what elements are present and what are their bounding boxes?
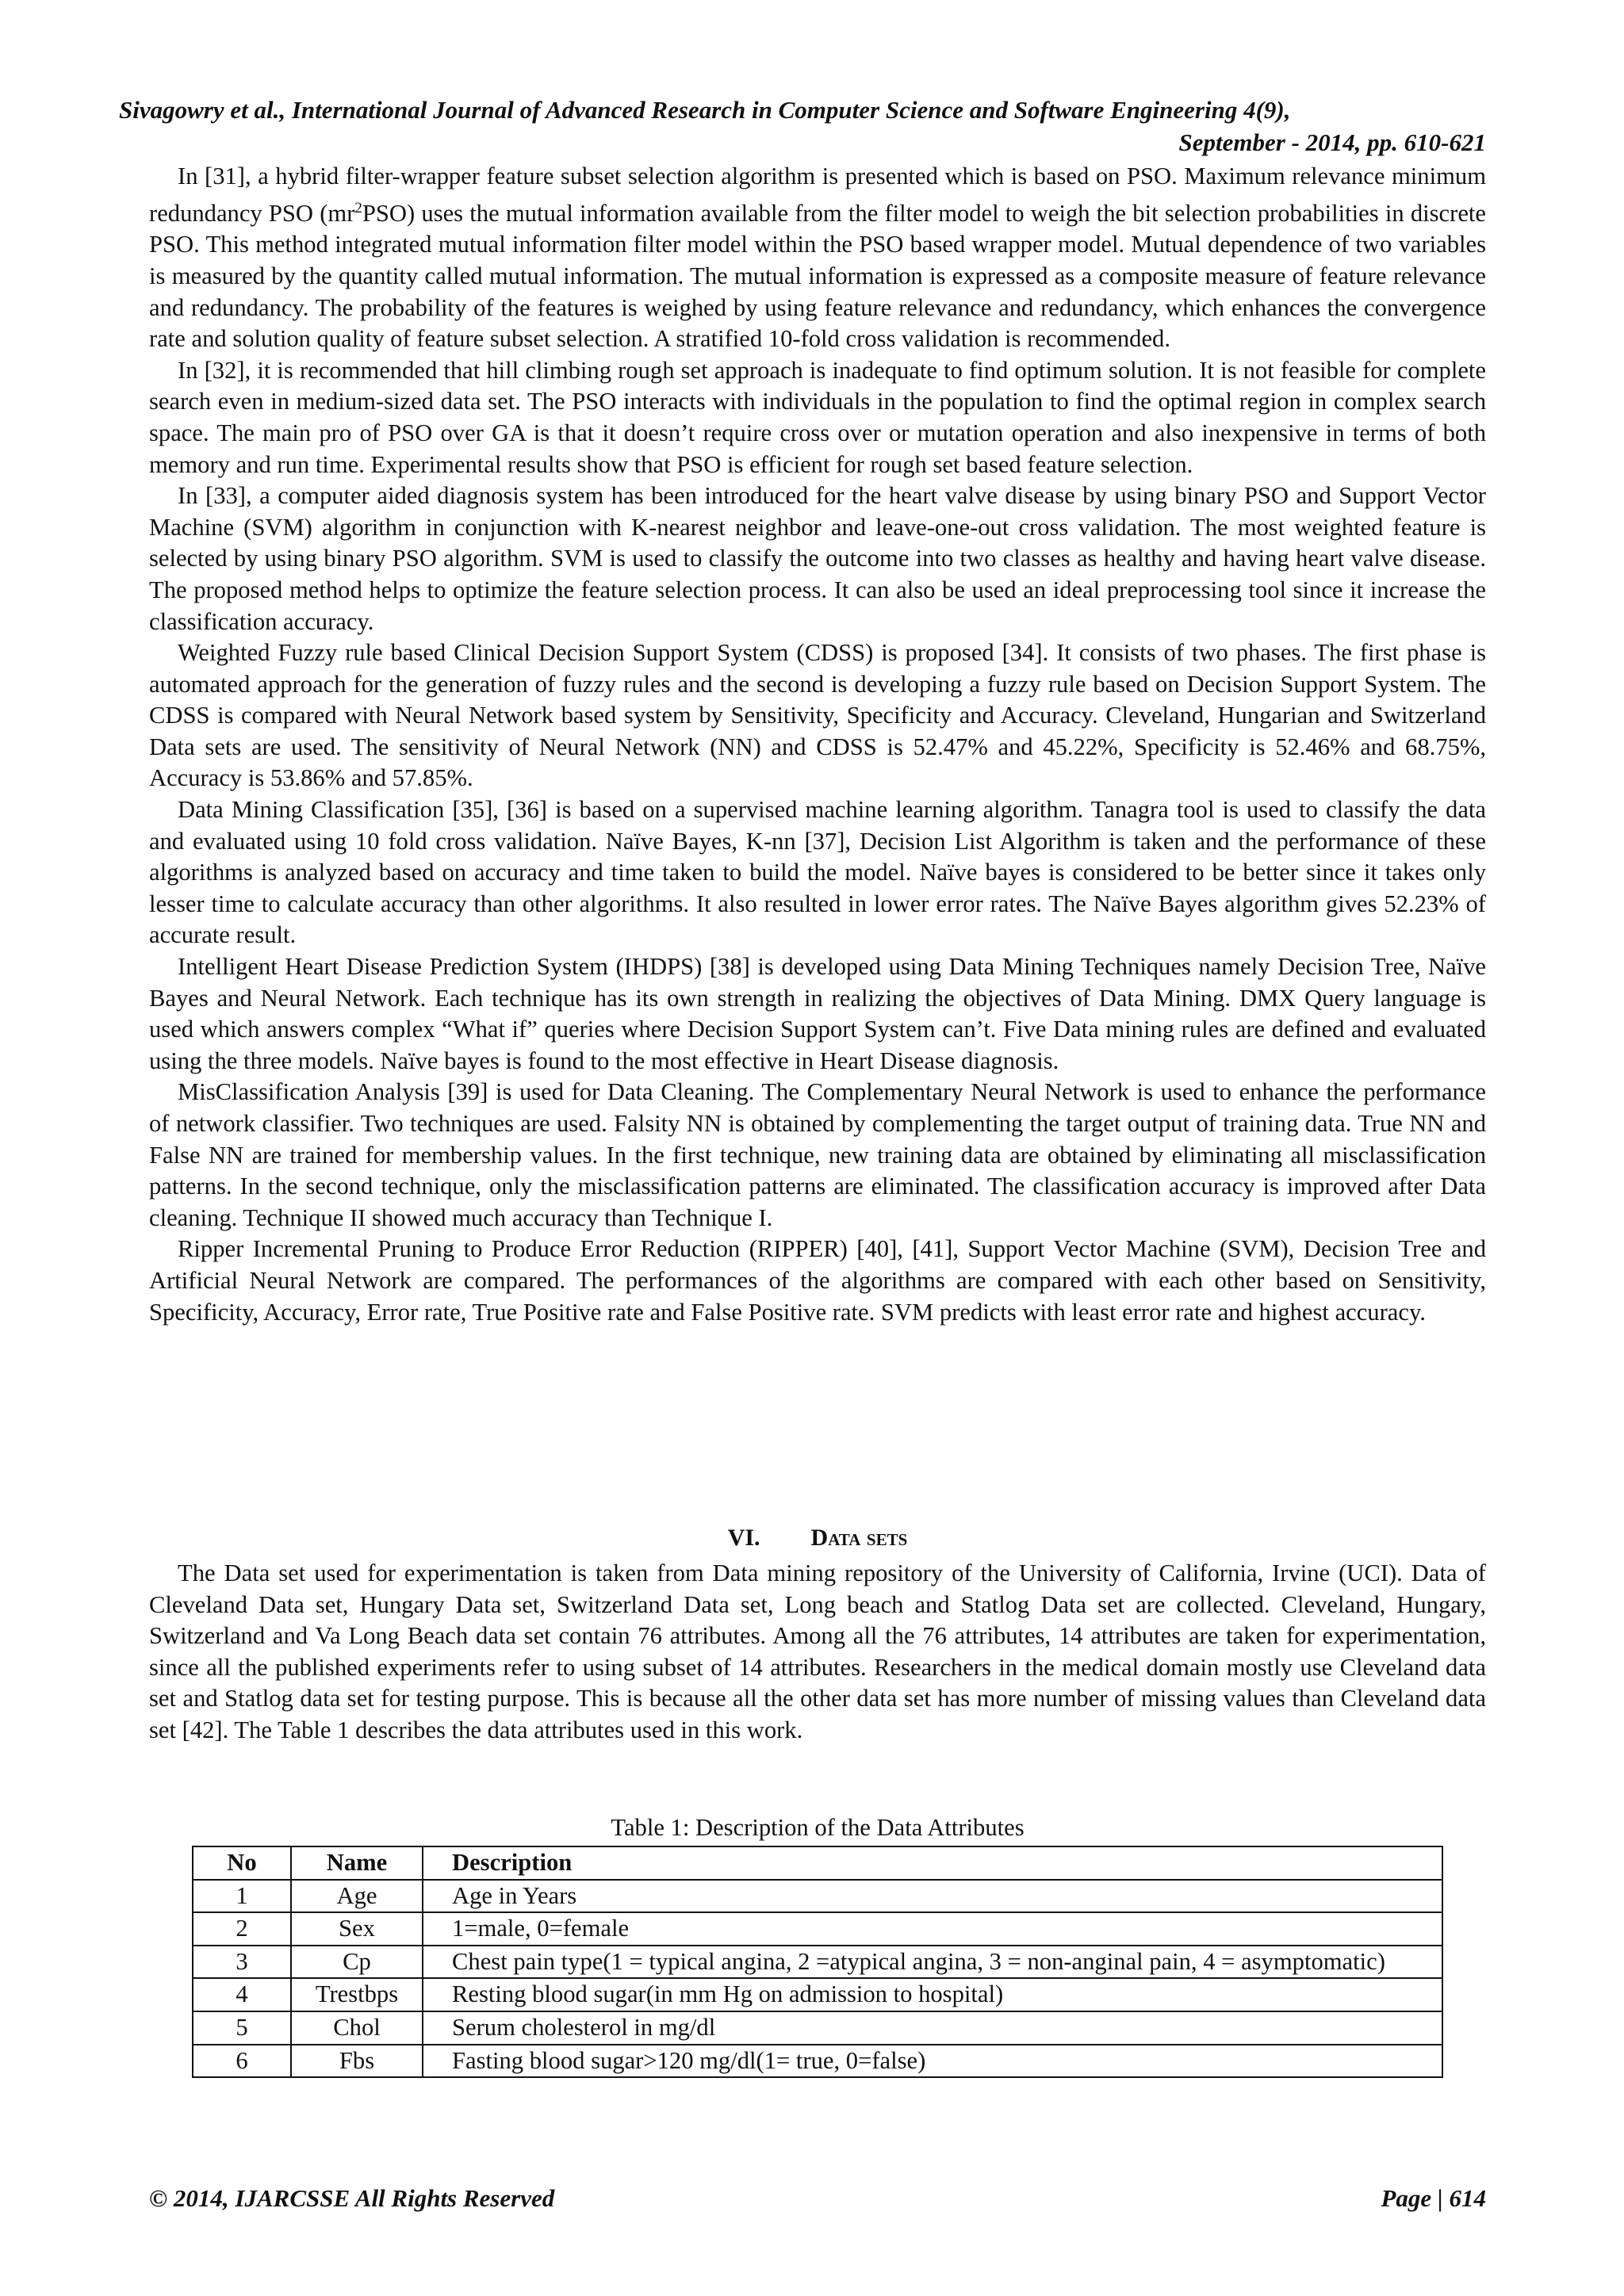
header-no: No (193, 1846, 291, 1880)
section-title: Data sets (810, 1525, 908, 1551)
page-number: Page | 614 (1381, 2184, 1486, 2212)
header-name: Name (291, 1846, 423, 1880)
table-row: 5 Chol Serum cholesterol in mg/dl (193, 2011, 1442, 2045)
table-row: 4 Trestbps Resting blood sugar(in mm Hg on admission to hospital) (193, 1978, 1442, 2011)
paragraph-40: Ripper Incremental Pruning to Produce Error Reduction (RIPPER) [40], [41], Support Vector Machine (SVM), Decision Tree and Artificial Neural Network are compared. The performances of the algorithms are compared with each other based on Sensitivity, Specificity, Accuracy, Error rate, True Positive rate and False Positive rate. SVM predicts with least error rate and highest accuracy. (149, 1235, 1486, 1326)
section-heading (149, 1522, 1486, 1554)
paragraph-38: Intelligent Heart Disease Prediction System (IHDPS) [38] is developed using Data Mining Techniques namely Decision Tree, Naïve Bayes and Neural Network. Each technique has its own strength in realizing the objectives of Data Mining. DMX Query language is used which answers complex “What if” queries where Decision Support System can’t. Five Data mining rules are defined and evaluated using the three models. Naïve bayes is found to the most effective in Heart Disease diagnosis. (149, 953, 1486, 1074)
table-row: 6 Fbs Fasting blood sugar>120 mg/dl(1= true, 0=false) (193, 2045, 1442, 2078)
paragraph-35: Data Mining Classification [35], [36] is based on a supervised machine learning algorithm. Tanagra tool is used to classify the data and evaluated using 10 fold cross validation. Naïve Bayes, K-nn [37], Decision List Algorithm is taken and the performance of these algorithms is analyzed based on accuracy and time taken to build the model. Naïve bayes is considered to be better since it takes only lesser time to calculate accuracy than other algorithms. It also resulted in lower error rates. The Naïve Bayes algorithm gives 52.23% of accurate result. (149, 796, 1486, 949)
paragraph-datasets: The Data set used for experimentation is taken from Data mining repository of the University of California, Irvine (UCI). Data of Cleveland Data set, Hungary Data set, Switzerland Data set, Long beach and Statlog Data set are collected. Cleveland, Hungary, Switzerland and Va Long Beach data set contain 76 attributes. Among all the 76 attributes, 14 attributes are taken for experimentation, since all the published experiments refer to using subset of 14 attributes. Researchers in the medical domain mostly use Cleveland data set and Statlog data set for testing purpose. This is because all the other data set has more number of missing values than Cleveland data set [42]. The Table 1 describes the data attributes used in this work. (149, 1559, 1486, 1743)
attributes-table (192, 1846, 1443, 2078)
table-row: 2 Sex 1=male, 0=female (193, 1912, 1442, 1946)
paragraph-31: In [31], a hybrid filter-wrapper feature subset selection algorithm is presented which is based on PSO. Maximum relevance minimum redundancy PSO $(mr^2PSO)$ uses the mutual information available from the filter model to weigh the bit selection probabilities in discrete PSO. This method integrated mutual information filter model within the PSO based wrapper model. Mutual dependence of two variables is measured by the quantity called mutual information. The mutual information is expressed as a composite measure of feature relevance and redundancy. The probability of the features is weighed by using feature relevance and redundancy, which enhances the convergence rate and solution quality of feature subset selection. A stratified 10-fold cross validation is recommended. (149, 163, 1486, 353)
table-header-row (193, 1846, 1442, 1880)
header-line-2: September - 2014, pp. 610-621 (1178, 128, 1486, 156)
header-description: Description (423, 1846, 1442, 1880)
paragraph-33: In [33], a computer aided diagnosis system has been introduced for the heart valve disease by using binary PSO and Support Vector Machine (SVM) algorithm in conjunction with K-nearest neighbor and leave-one-out cross validation. The most weighted feature is selected by using binary PSO algorithm. SVM is used to classify the outcome into two classes as healthy and having heart valve disease. The proposed method helps to optimize the feature selection process. It can also be used an ideal preprocessing tool since it increase the classification accuracy. (149, 482, 1486, 635)
paragraph-39: MisClassification Analysis [39] is used for Data Cleaning. The Complementary Neural Network is used to enhance the performance of network classifier. Two techniques are used. Falsity NN is obtained by complementing the target output of training data. True NN and False NN are trained for membership values. In the first technique, new training data are obtained by eliminating all misclassification patterns. In the second technique, only the misclassification patterns are eliminated. The classification accuracy is improved after Data cleaning. Technique II showed much accuracy than Technique I. (149, 1078, 1486, 1231)
running-header (119, 94, 1486, 159)
header-line-1: Sivagowry et al., International Journal of Advanced Research in Computer Science and Software Engineering 4(9), (119, 96, 1291, 124)
section-number: VI. (727, 1525, 760, 1551)
table-row: 3 Cp Chest pain type(1 = typical angina, 2 =atypical angina, 3 = non-anginal pain, 4 = asymptomatic) (193, 1946, 1442, 1979)
paragraph-34: Weighted Fuzzy rule based Clinical Decision Support System (CDSS) is proposed [34]. It consists of two phases. The first phase is automated approach for the generation of fuzzy rules and the second is developing a fuzzy rule based on Decision Support System. The CDSS is compared with Neural Network based system by Sensitivity, Specificity and Accuracy. Cleveland, Hungarian and Switzerland Data sets are used. The sensitivity of Neural Network (NN) and CDSS is 52.47% and 45.22%, Specificity is 52.46% and 68.75%, Accuracy is 53.86% and 57.85%. (149, 639, 1486, 792)
datasets-text (149, 1558, 1486, 1747)
body-text (149, 161, 1486, 1328)
paragraph-32: In [32], it is recommended that hill climbing rough set approach is inadequate to find optimum solution. It is not feasible for complete search even in medium-sized data set. The PSO interacts with individuals in the population to find the optimal region in complex search space. The main pro of PSO over GA is that it doesn’t require cross over or mutation operation and also inexpensive in terms of both memory and run time. Experimental results show that PSO is efficient for rough set based feature selection. (149, 356, 1486, 478)
copyright-notice: © 2014, IJARCSSE All Rights Reserved (149, 2184, 555, 2212)
table-row: 1 Age Age in Years (193, 1880, 1442, 1913)
table-caption: Table 1: Description of the Data Attributes (611, 1814, 1025, 1841)
